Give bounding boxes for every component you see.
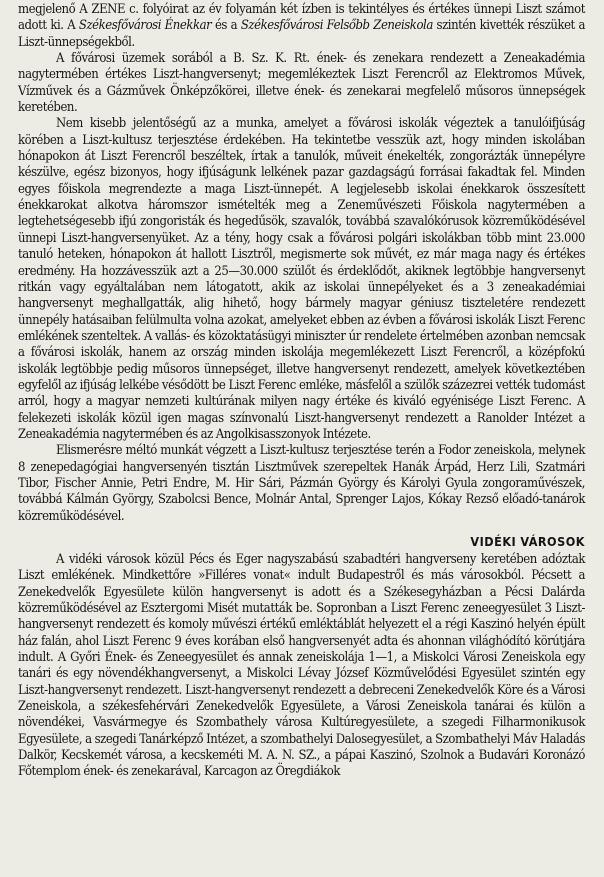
text-run: A vidéki városok közül Pécs és Eger nagyszabású szabadtéri hangverseny keretében adóztak Liszt emlékének. Mindkettőre »Filléres vonat« indult Budapestről és más városokból. Pécsett a Zenekedvelők Egyesülete külön hangversenyt is adott és a Székesegyházban a Pécsi Dalárda közreműködésével az Esztergomi Misét mutatták be. Sopronban a Liszt Ferenc zeneegyesület 3 Liszt-hangversenyt rendezett és komoly művészi értékű emléktáblát helyezett el a régi Kaszinó helyén épült ház falán, ahol Liszt Ferenc 9 éves korában első hangversenyét adta és ahonnan világhódító körútjára indult. A Győri Ének- és Zeneegyesület és annak zeneiskolája 1—1, a Miskolci Városi Zeneiskola egy tanári és egy növendékhangversenyt, a Miskolci Lévay József Közművelődési Egyesület szintén egy Liszt-hangversenyt rendezett. Liszt-hangversenyt rendezett a debreceni Zenekedvelők Köre és a Városi Zeneiskola, a székesfehérvári Zenekedvelők Egyesülete, a Városi Zeneiskola tanárai és külön a növendékei, Vasvármegye és Szombathely városa Kultúregyesülete, a szegedi Filharmonikusok Egyesülete, a szegedi Tanárképző Intézet, a szombathelyi Dalosegyesület, a Szombathelyi Máv Haladás Dalkör, Kecskemét városa, a kecskeméti M. A. N. SZ., a pápai Kaszinó, Szolnok a Budavári Koronázó Főtemplom ének- és zenekarával, Karcagon az Öregdiákok — [18, 552, 586, 780]
paragraph-p0 — [18, 2, 585, 51]
italic-name: Székesfővárosi Énekkar — [78, 18, 212, 34]
article-body-budapest — [18, 2, 585, 525]
article-body-videki — [18, 552, 585, 781]
text-run: és a — [211, 18, 241, 34]
paragraph-p2 — [18, 116, 585, 443]
text-run: Elismerésre méltó munkát végzett a Liszt-kultusz terjesztése terén a Fodor zeneiskola, melynek 8 zenepedagógiai hangversenyén tisztán Lisztművek szerepeltek Hanák Árpád, Herz Lili, Szatmári Tibor, Fischer Annie, Petri Endre, M. Hir Sári, Pázmán György és Károlyi Gyula zongoraművészek, továbbá Kálmán György, Szabolcsi Bence, Molnár Antal, Sprenger Lajos, Kókay Rezső előadó-tanárok közreműködésével. — [18, 443, 585, 524]
paragraph-p4 — [18, 552, 585, 781]
text-run: megjelenő A ZENE c. folyóirat az év folyamán két ízben is tekintélyes és értékes ünnepi Liszt számot adott ki. A — [18, 2, 585, 34]
paragraph-p1 — [18, 51, 585, 116]
italic-name: Székesfővárosi Felsőbb Zeneiskola — [240, 18, 433, 34]
document-page — [18, 2, 585, 781]
section-heading-videki-varosok: VIDÉKI VÁROSOK — [470, 534, 585, 549]
text-run: A fővárosi üzemek sorából a B. Sz. K. Rt. ének- és zenekara rendezett a Zeneakadémia nagytermében értékes Liszt-hangversenyt; megemlékeztek Liszt Ferencről az Elektromos Művek, Vízművek és a Gázművek Önképzőkörei, illetve ének- és zenekarai megfelelő műsoros ünnepségek keretében. — [18, 51, 585, 116]
paragraph-p3 — [18, 443, 585, 525]
text-run: Nem kisebb jelentőségű az a munka, amelyet a fővárosi iskolák végeztek a tanulóifjúság körében a Liszt-kultusz terjesztése érdekében. Ha tekintetbe vesszük azt, hogy minden iskolában hónapokon át Liszt Ferencről beszéltek, írtak a tanulók, műveit énekelték, zongorázták ünnepélyre készülve, egész bizonyos, hogy ifjúságunk lelkének pazar gazdagságú forrásai fakadtak fel. Minden egyes főiskola megrendezte a maga Liszt-ünnepét. A legjelesebb iskolai énekkarok összesített énekkarokat alkotva háromszor ismételték meg a Zeneművészeti Főiskola nagytermében a legtehetségesebb ifjú zongoristák és hegedűsök, szavalók, továbbá szavalókórusok közreműködésével ünnepi Liszt-hangversenyüket. Az a tény, hogy csak a fővárosi polgári iskolákban több mint 23.000 tanuló heteken, hónapokon át hallott Lisztről, megismerte sok művét, ez már maga nagy és értékes eredmény. Ha hozzávesszük azt a 25—30.000 szülőt és érdeklődőt, akiknek legtöbbje hangversenyt ritkán vagy egyáltalában nem látogatott, akik az iskolai ünnepélyeket és a 3 zeneakadémiai hangversenyt meghallgatták, alig hihető, hogy bármely magyar géniusz tiszteletére rendezett ünnepély hatásaiban felülmulta volna azokat, amelyeket ebben az évben a fővárosi iskolák Liszt Ferenc emlékének szenteltek. A vallás- és közoktatásügyi miniszter úr rendelete értelmében azonban nemcsak a fővárosi iskolák, hanem az ország minden iskolája megemlékezett Liszt Ferencről, a középfokú iskolák legtöbbje pedig műsoros ünnepséget, illetve hangversenyt rendezett, amelyek következtében egyfelől az ifjúság lelkébe vésődött be Liszt Ferenc emléke, másfelől a szülők százezrei vették tudomást arról, hogy a magyar nemzeti kultúrának milyen nagy értéke és kiváló egyénisége Liszt Ferenc. A felekezeti iskolák közül igen magas színvonalú Liszt-hangversenyt rendezett a Ranolder Intézet a Zeneakadémia nagytermében és az Angolkisasszonyok Intézete. — [18, 116, 585, 442]
text-run: szintén kivették részüket a Liszt-ünnepségekből. — [18, 18, 585, 50]
